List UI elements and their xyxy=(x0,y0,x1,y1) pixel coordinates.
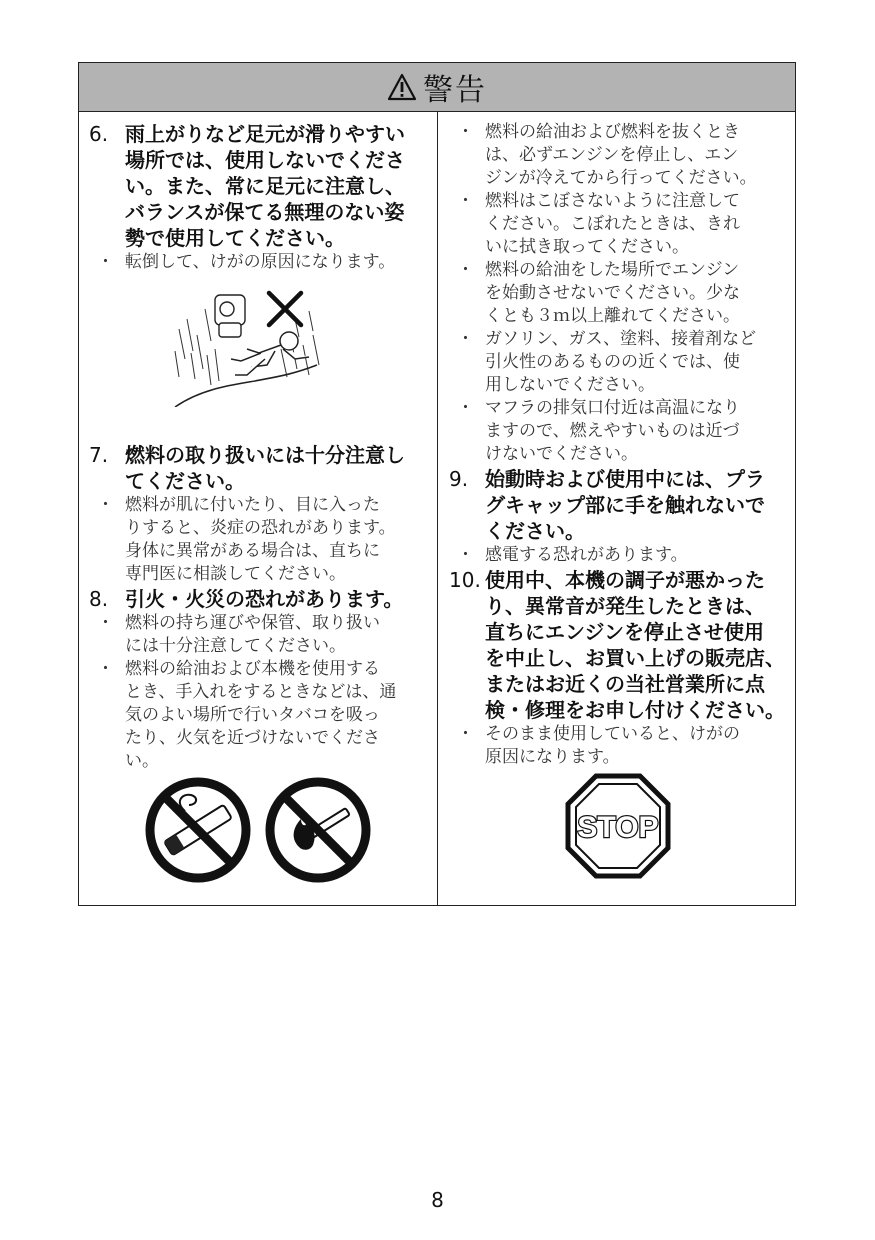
bullet-text: 燃料の給油および燃料を抜くとき xyxy=(485,122,740,142)
item-6-heading xyxy=(89,121,427,251)
bullet-text: 燃料の給油をした場所でエンジン xyxy=(485,260,740,280)
warning-title: 警告 xyxy=(423,73,487,108)
stop-sign-icon xyxy=(565,773,671,879)
bullet-text: ください。こぼれたときは、きれ xyxy=(485,214,740,234)
bullet-dot: ・ xyxy=(457,398,474,418)
item-10-line: を中止し、お買い上げの販売店、 xyxy=(485,646,785,670)
bullet-text: 燃料の持ち運びや保管、取り扱い xyxy=(125,613,380,633)
item-number: 6. xyxy=(89,122,109,146)
bullet-text: けないでください。 xyxy=(485,444,638,464)
bullet-dot: ・ xyxy=(97,659,114,679)
bullet-item xyxy=(449,328,789,397)
column-divider xyxy=(437,111,438,905)
right-column xyxy=(449,121,789,769)
bullet-text: 転倒して、けがの原因になります。 xyxy=(125,252,396,272)
bullet-item xyxy=(89,251,427,274)
item-10-line: 直ちにエンジンを停止させ使用 xyxy=(485,620,764,644)
warning-header xyxy=(79,63,795,112)
bullet-text: りすると、炎症の恐れがあります。 xyxy=(125,518,396,538)
item-number: 7. xyxy=(89,443,109,467)
bullet-item xyxy=(89,612,427,658)
item-10-heading xyxy=(449,567,789,723)
bullet-dot: ・ xyxy=(457,191,474,211)
warning-triangle-icon xyxy=(387,73,417,101)
bullet-text: を始動させないでください。少な xyxy=(485,283,740,303)
bullet-text: 原因になります。 xyxy=(485,747,620,767)
bullet-dot: ・ xyxy=(457,260,474,280)
bullet-dot: ・ xyxy=(97,495,114,515)
bullet-item xyxy=(449,259,789,328)
item-7-line: 燃料の取り扱いには十分注意し xyxy=(125,443,405,467)
bullet-text: いに拭き取ってください。 xyxy=(485,237,689,257)
bullet-text: そのまま使用していると、けがの xyxy=(485,724,740,744)
bullet-dot: ・ xyxy=(457,329,474,349)
item-number: 10. xyxy=(449,568,481,592)
bullet-text: い。 xyxy=(125,751,159,771)
bullet-dot: ・ xyxy=(457,724,474,744)
item-number: 9. xyxy=(449,467,469,491)
left-column xyxy=(89,121,427,773)
bullet-text: 燃料はこぼさないように注意して xyxy=(485,191,740,211)
no-smoking-icon xyxy=(143,775,253,885)
bullet-text: 気のよい場所で行いタバコを吸っ xyxy=(125,705,380,725)
bullet-text: とき、手入れをするときなどは、通 xyxy=(125,682,397,702)
bullet-text: ますので、燃えやすいものは近づ xyxy=(485,421,740,441)
item-9-heading xyxy=(449,466,789,544)
item-10-line: またはお近くの当社営業所に点 xyxy=(485,672,765,696)
bullet-text: くとも３ｍ以上離れてください。 xyxy=(485,306,740,326)
bullet-item xyxy=(449,397,789,466)
item-6-line: い。また、常に足元に注意し、 xyxy=(125,174,405,198)
item-7-heading xyxy=(89,442,427,494)
item-10-line: り、異常音が発生したときは、 xyxy=(485,594,765,618)
bullet-text: 感電する恐れがあります。 xyxy=(485,545,688,565)
item-7-line: てください。 xyxy=(125,469,245,493)
bullet-text: 専門医に相談してください。 xyxy=(125,564,346,584)
bullet-item xyxy=(449,190,789,259)
item-6-line: 場所では、使用しないでくださ xyxy=(125,148,405,172)
bullet-text: 燃料の給油および本機を使用する xyxy=(125,659,380,679)
bullet-item xyxy=(449,723,789,769)
item-6-line: 勢で使用してください。 xyxy=(125,226,345,250)
bullet-text: には十分注意してください。 xyxy=(125,636,346,656)
bullet-item xyxy=(449,544,789,567)
item-10-line: 使用中、本機の調子が悪かった xyxy=(485,568,765,592)
item-9-line: 始動時および使用中には、プラ xyxy=(485,467,765,491)
item-8-heading xyxy=(89,586,427,612)
item-6-line: バランスが保てる無理のない姿 xyxy=(125,200,405,224)
bullet-text: マフラの排気口付近は高温になり xyxy=(485,398,740,418)
stop-sign-text: STOP xyxy=(577,811,659,844)
bullet-text: 引火性のあるものの近くでは、使 xyxy=(485,352,740,372)
bullet-text: ジンが冷えてから行ってください。 xyxy=(485,168,757,188)
item-10-line: 検・修理をお申し付けください。 xyxy=(485,698,785,722)
no-fire-icon xyxy=(263,775,373,885)
item-number: 8. xyxy=(89,587,109,611)
bullet-text: は、必ずエンジンを停止し、エン xyxy=(485,145,739,165)
warning-box xyxy=(78,62,796,906)
fall-hazard-illustration xyxy=(171,289,331,407)
bullet-item xyxy=(449,121,789,190)
bullet-item xyxy=(89,494,427,586)
item-9-line: ください。 xyxy=(485,519,585,543)
item-9-line: グキャップ部に手を触れないで xyxy=(485,493,765,517)
bullet-item xyxy=(89,658,427,773)
bullet-text: 燃料が肌に付いたり、目に入った xyxy=(125,495,380,515)
item-8-line: 引火・火災の恐れがあります。 xyxy=(125,587,404,611)
bullet-text: 用しないでください。 xyxy=(485,375,655,395)
bullet-dot: ・ xyxy=(97,252,114,272)
page-number: 8 xyxy=(431,1188,444,1212)
bullet-dot: ・ xyxy=(457,122,474,142)
bullet-text: ガソリン、ガス、塗料、接着剤など xyxy=(485,329,757,349)
item-6-line: 雨上がりなど足元が滑りやすい xyxy=(125,122,405,146)
bullet-text: 身体に異常がある場合は、直ちに xyxy=(125,541,380,561)
bullet-text: たり、火気を近づけないでくださ xyxy=(125,728,380,748)
bullet-dot: ・ xyxy=(97,613,114,633)
bullet-dot: ・ xyxy=(457,545,474,565)
